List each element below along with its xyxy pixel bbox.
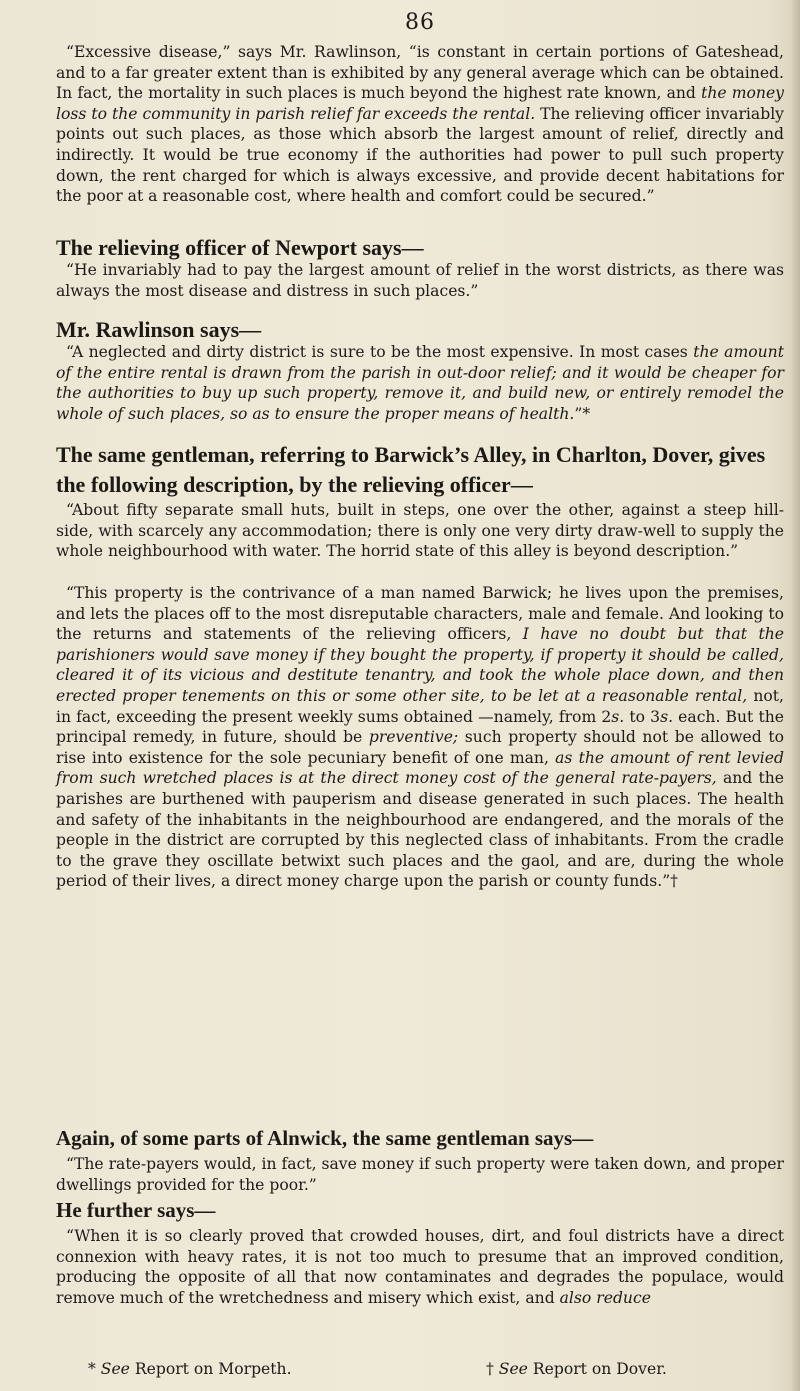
paragraph-newport-quote xyxy=(56,260,784,301)
page-edge-shadow xyxy=(790,0,800,1391)
text-run: not, in fact, exceeding the present weekly sums obtained —namely, from 2 xyxy=(56,686,784,726)
italic-run: s. xyxy=(660,707,674,726)
text-run: to 3 xyxy=(624,707,661,726)
paragraph-gateshead-quote xyxy=(56,42,784,207)
heading-alnwick: Again, of some parts of Alnwick, the same gentleman says— xyxy=(56,1126,594,1150)
paragraph-huts-description xyxy=(56,500,784,562)
heading-further: He further says— xyxy=(56,1198,216,1222)
heading-newport: The relieving officer of Newport says— xyxy=(56,235,424,260)
text-run: “About fifty separate small huts, built in steps, one over the other, against a steep hill-side, with scarcely any accommodation; there is only one very dirty draw-well to supply the whole neighbourhood with water. The horrid state of this alley is beyond description.” xyxy=(56,501,784,561)
text-run: “He invariably had to pay the largest amount of relief in the worst districts, as there was always the most disease and distress in such places.” xyxy=(56,261,784,300)
footnote-see: See xyxy=(100,1360,130,1378)
heading-rawlinson: Mr. Rawlinson says— xyxy=(56,317,262,342)
footnote-text: Report on Dover. xyxy=(527,1360,667,1378)
paragraph-rawlinson-quote xyxy=(56,342,784,424)
italic-run: s. xyxy=(611,707,625,726)
text-run: and the parishes are burthened with pauperism and disease generated in such places. The health and safety of the inhabitants in the neighbourhood are endangered, and the morals of the people in the district are corrupted by this neglected class of inhabitants. From the cradle to the grave they oscillate betwixt such places and the gaol, and are, during the whole period of their lives, a direct money charge upon the parish or county funds.”† xyxy=(56,769,784,891)
text-run: “This property is the contrivance of a man named Barwick; he lives upon the premises, and lets the places off to the most disreputable characters, male and female. And looking to the returns and statements of the relieving officers, xyxy=(56,584,784,644)
footnote-morpeth xyxy=(88,1359,292,1379)
italic-run: also reduce xyxy=(559,1288,651,1307)
footnote-mark: * xyxy=(88,1360,101,1378)
italic-run: as the amount of rent levied from such wretched places is at the direct money cost of the general rate-payers, xyxy=(56,748,784,788)
text-run: each. But the principal remedy, in future, should be xyxy=(56,707,784,747)
footnote-mark: † xyxy=(486,1360,499,1378)
italic-run: I have no doubt but that the parishioners would save money if they bought the property, if property it should be called, cleared it of its vicious and destitute tenantry, and took the whole place down, and then erected proper tenements on this or some other site, to be let at a reasonable rental, xyxy=(56,625,784,705)
text-run: “A neglected and dirty district is sure to be the most expensive. In most cases xyxy=(66,343,694,361)
page-number: 86 xyxy=(405,10,435,35)
footnote-dover xyxy=(486,1359,667,1379)
text-run: “Excessive disease,” says Mr. Rawlinson, “is constant in certain portions of Gateshead, and to a far greater extent than is exhibited by any general average which can be obtained. In fact, the mortality in such places is much beyond the highest rate known, and xyxy=(56,43,784,103)
italic-run: the amount of the entire rental is drawn from the parish in out-door relief; and it would be cheaper for the authorities to buy up such property, remove it, and build new, or entirely remodel the whole of such places, so as to ensure the proper means of health. xyxy=(56,343,784,423)
footnote-text: Report on Morpeth. xyxy=(129,1360,292,1378)
italic-run: the money loss to the community in parish relief far exceeds the rental. xyxy=(56,84,784,123)
paragraph-barwick-property xyxy=(56,583,784,892)
text-run: ”* xyxy=(574,404,591,423)
italic-run: preventive; xyxy=(368,728,459,747)
footnote-see: See xyxy=(498,1360,528,1378)
paragraph-alnwick-quote xyxy=(56,1154,784,1195)
text-run: “When it is so clearly proved that crowded houses, dirt, and foul districts have a direct connexion with heavy rates, it is not too much to presume that an improved condition, producing the opposite of all that now contaminates and degrades the populace, would remove much of the wretchedness and misery which exist, and xyxy=(56,1227,784,1307)
text-run: The relieving officer invariably points out such places, as those which absorb the largest amount of relief, directly and indirectly. It would be true economy if the authorities had power to pull such property down, the rent charged for which is always excessive, and provide decent habitations for the poor at a reasonable cost, where health and comfort could be secured.” xyxy=(56,104,784,206)
text-run: “The rate-payers would, in fact, save money if such property were taken down, and proper dwellings provided for the poor.” xyxy=(56,1155,784,1194)
text-run: such property should not be allowed to rise into existence for the sole pecuniary benefit of one man, xyxy=(56,728,785,767)
paragraph-further-quote xyxy=(56,1226,784,1308)
heading-barwicks-alley: The same gentleman, referring to Barwick’s Alley, in Charlton, Dover, gives the following description, by the relieving officer— xyxy=(56,442,766,497)
